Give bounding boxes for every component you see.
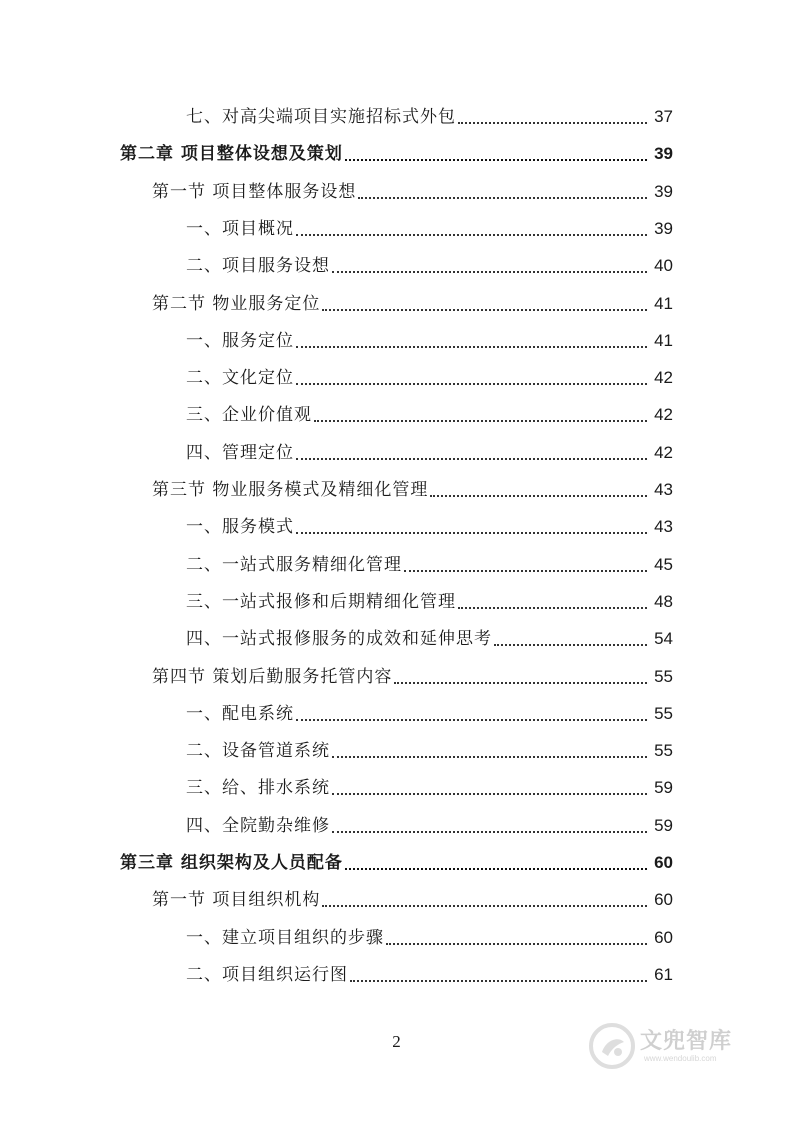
toc-entry[interactable] bbox=[186, 213, 673, 241]
toc-leader-dots bbox=[404, 570, 647, 572]
toc-entry-title: 四、全院勤杂维修 bbox=[186, 815, 330, 836]
toc-entry-title: 二、一站式服务精细化管理 bbox=[186, 554, 402, 575]
toc-leader-dots bbox=[358, 197, 647, 199]
toc-entry-title: 四、一站式报修服务的成效和延伸思考 bbox=[186, 629, 492, 650]
toc-entry[interactable] bbox=[186, 437, 673, 465]
toc-leader-dots bbox=[345, 868, 647, 870]
toc-entry-title: 二、项目服务设想 bbox=[186, 256, 330, 277]
toc-entry-page: 42 bbox=[654, 368, 673, 388]
toc-entry-title: 七、对高尖端项目实施招标式外包 bbox=[186, 107, 456, 127]
toc-entry-title: 第二节 物业服务定位 bbox=[152, 293, 321, 314]
toc-entry[interactable] bbox=[186, 362, 673, 390]
toc-entry-title: 第一节 项目组织机构 bbox=[152, 890, 321, 911]
toc-entry-page: 40 bbox=[654, 256, 673, 276]
toc-entry-page: 55 bbox=[654, 703, 673, 723]
toc-leader-dots bbox=[322, 905, 647, 907]
toc-leader-dots bbox=[458, 607, 647, 609]
toc-entry-title: 三、企业价值观 bbox=[186, 405, 312, 426]
toc-entry-page: 41 bbox=[654, 293, 673, 313]
toc-leader-dots bbox=[296, 234, 647, 236]
toc-entry[interactable] bbox=[186, 959, 673, 987]
toc-entry-page: 55 bbox=[654, 666, 673, 686]
toc-entry-title: 第三节 物业服务模式及精细化管理 bbox=[152, 480, 429, 500]
toc-entry-title: 四、管理定位 bbox=[186, 442, 294, 463]
toc-entry-page: 59 bbox=[654, 778, 673, 798]
toc-entry[interactable] bbox=[186, 698, 673, 726]
toc-entry-title: 一、服务定位 bbox=[186, 330, 294, 351]
toc-entry[interactable] bbox=[186, 586, 673, 614]
toc-leader-dots bbox=[350, 980, 647, 982]
toc-entry[interactable] bbox=[152, 288, 673, 316]
toc-entry-title: 一、建立项目组织的步骤 bbox=[186, 927, 384, 948]
toc-entry-page: 45 bbox=[654, 554, 673, 574]
toc-entry-page: 54 bbox=[654, 629, 673, 649]
toc-entry-page: 43 bbox=[654, 480, 673, 499]
toc-entry[interactable] bbox=[186, 810, 673, 838]
toc-entry-page: 60 bbox=[654, 890, 673, 910]
toc-entry[interactable] bbox=[186, 549, 673, 577]
toc-entry-page: 48 bbox=[654, 591, 673, 611]
toc-leader-dots bbox=[332, 756, 647, 758]
toc-leader-dots bbox=[296, 532, 647, 534]
toc-entry-page: 60 bbox=[654, 927, 673, 947]
toc-leader-dots bbox=[296, 719, 647, 721]
toc-entry[interactable] bbox=[186, 922, 673, 950]
toc-leader-dots bbox=[296, 458, 647, 460]
toc-entry[interactable] bbox=[186, 735, 673, 763]
toc-entry-title: 二、项目组织运行图 bbox=[186, 964, 348, 985]
toc-entry-page: 60 bbox=[654, 853, 673, 872]
toc-leader-dots bbox=[494, 644, 647, 646]
toc-leader-dots bbox=[332, 271, 647, 273]
toc-leader-dots bbox=[332, 831, 647, 833]
toc-entry-title: 一、配电系统 bbox=[186, 703, 294, 724]
page-number: 2 bbox=[392, 1032, 401, 1051]
toc-entry[interactable] bbox=[152, 176, 673, 204]
watermark-brand: 文兜智库 bbox=[640, 1029, 733, 1054]
toc-entry-title: 一、服务模式 bbox=[186, 517, 294, 538]
toc-entry[interactable] bbox=[120, 847, 673, 875]
toc-leader-dots bbox=[345, 159, 647, 161]
toc-leader-dots bbox=[296, 346, 647, 348]
toc-leader-dots bbox=[430, 495, 647, 497]
watermark-url: www.wendoulib.com bbox=[644, 1054, 717, 1063]
toc-entry[interactable] bbox=[186, 399, 673, 427]
doc-logo-icon bbox=[588, 1022, 636, 1070]
toc-entry-page: 39 bbox=[654, 181, 673, 201]
toc-entry[interactable] bbox=[186, 325, 673, 353]
toc-entry-title: 第四节 策划后勤服务托管内容 bbox=[152, 666, 393, 687]
toc-entry[interactable] bbox=[186, 101, 673, 129]
toc-entry-page: 37 bbox=[654, 107, 673, 126]
toc-entry-title: 三、给、排水系统 bbox=[186, 778, 330, 799]
watermark bbox=[588, 1016, 758, 1076]
toc-entry-page: 42 bbox=[654, 405, 673, 425]
toc-entry-page: 43 bbox=[654, 517, 673, 537]
toc-entry-title: 三、一站式报修和后期精细化管理 bbox=[186, 591, 456, 612]
toc-entry-title: 二、设备管道系统 bbox=[186, 741, 330, 762]
toc-leader-dots bbox=[332, 793, 647, 795]
toc-leader-dots bbox=[322, 309, 647, 311]
toc-entry-title: 第二章 项目整体设想及策划 bbox=[120, 144, 343, 165]
toc-entry[interactable] bbox=[152, 474, 673, 502]
toc-entry-page: 39 bbox=[654, 218, 673, 238]
toc-leader-dots bbox=[386, 943, 647, 945]
toc-leader-dots bbox=[394, 682, 647, 684]
toc-entry-page: 41 bbox=[654, 330, 673, 350]
toc-entry-title: 二、文化定位 bbox=[186, 368, 294, 389]
toc-leader-dots bbox=[458, 122, 647, 124]
toc-entry[interactable] bbox=[186, 250, 673, 278]
toc-entry-page: 59 bbox=[654, 815, 673, 835]
toc-entry-title: 第三章 组织架构及人员配备 bbox=[120, 853, 343, 873]
toc-leader-dots bbox=[296, 383, 647, 385]
toc-leader-dots bbox=[314, 420, 647, 422]
toc-entry-page: 61 bbox=[654, 964, 673, 984]
toc-entry-title: 一、项目概况 bbox=[186, 218, 294, 239]
toc-entry-page: 55 bbox=[654, 741, 673, 761]
toc-entry[interactable] bbox=[186, 623, 673, 651]
toc-entry-page: 39 bbox=[654, 144, 673, 164]
toc-entry-title: 第一节 项目整体服务设想 bbox=[152, 181, 357, 202]
toc-entry[interactable] bbox=[152, 661, 673, 689]
toc-entry[interactable] bbox=[186, 511, 673, 539]
toc-entry[interactable] bbox=[186, 772, 673, 800]
toc-entry-page: 42 bbox=[654, 442, 673, 462]
toc-entry[interactable] bbox=[120, 138, 673, 166]
toc-entry[interactable] bbox=[152, 884, 673, 912]
